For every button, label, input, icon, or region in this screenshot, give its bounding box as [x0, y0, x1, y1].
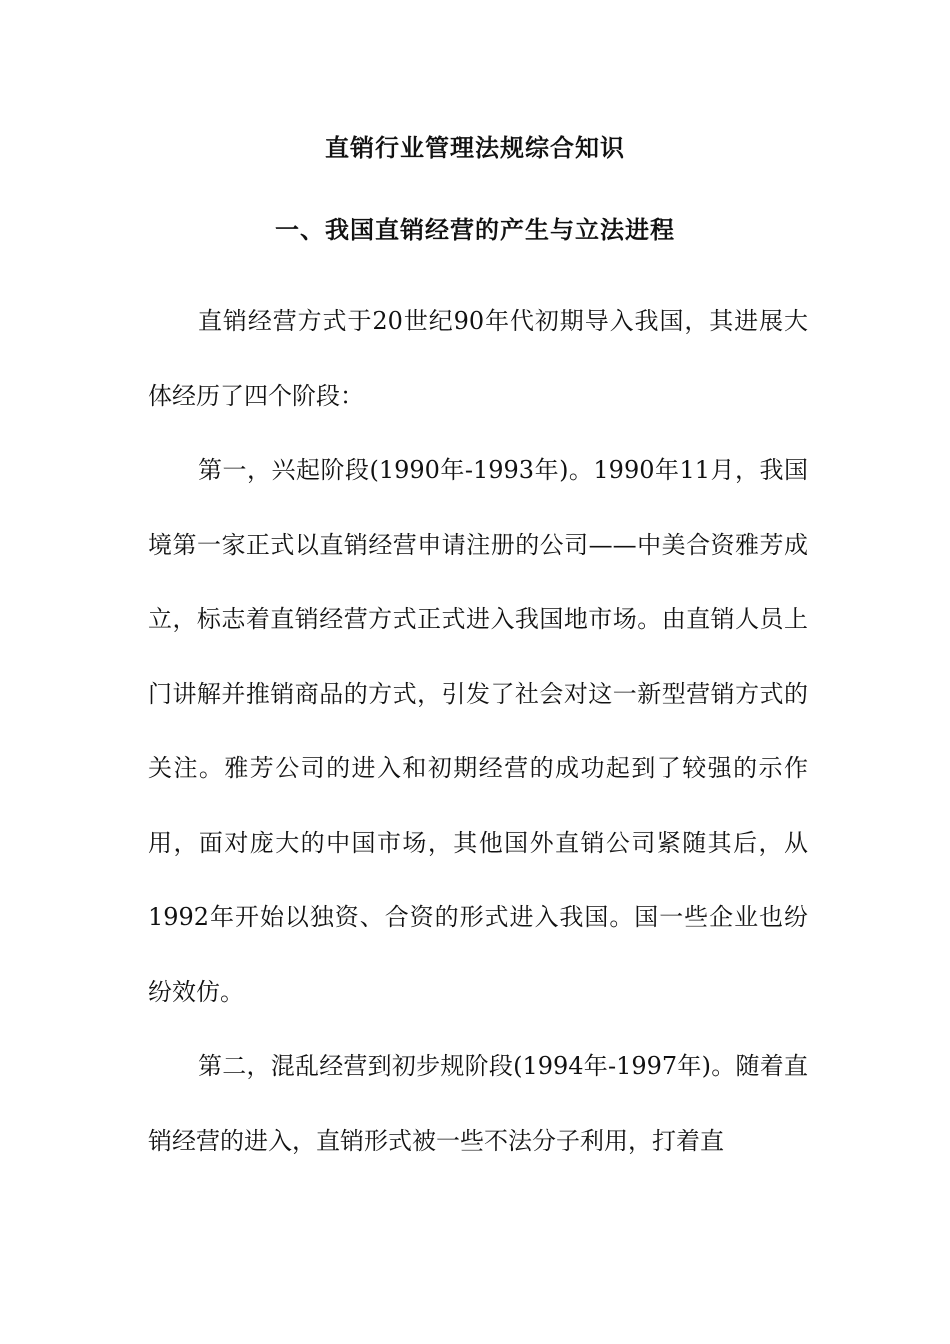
paragraph-stage-one: 第一，兴起阶段(1990年-1993年)。1990年11月，我国境第一家正式以直销经营申请注册的公司——中美合资雅芳成立，标志着直销经营方式正式进入我国地市场。由直销人员上门讲解并推销商品的方式，引发了社会对这一新型营销方式的关注。雅芳公司的进入和初期经营的成功起到了较强的示作用，面对庞大的中国市场，其他国外直销公司紧随其后，从1992年开始以独资、合资的形式进入我国。国一些企业也纷纷效仿。	[148, 456, 808, 1006]
document-body	[148, 284, 808, 1178]
paragraph-intro: 直销经营方式于20世纪90年代初期导入我国，其进展大体经历了四个阶段：	[148, 307, 808, 410]
document-title: 直销行业管理法规综合知识	[325, 134, 625, 162]
section-heading: 一、我国直销经营的产生与立法进程	[275, 216, 675, 244]
paragraph-stage-two: 第二，混乱经营到初步规阶段(1994年-1997年)。随着直销经营的进入，直销形式被一些不法分子利用，打着直	[148, 1052, 808, 1155]
